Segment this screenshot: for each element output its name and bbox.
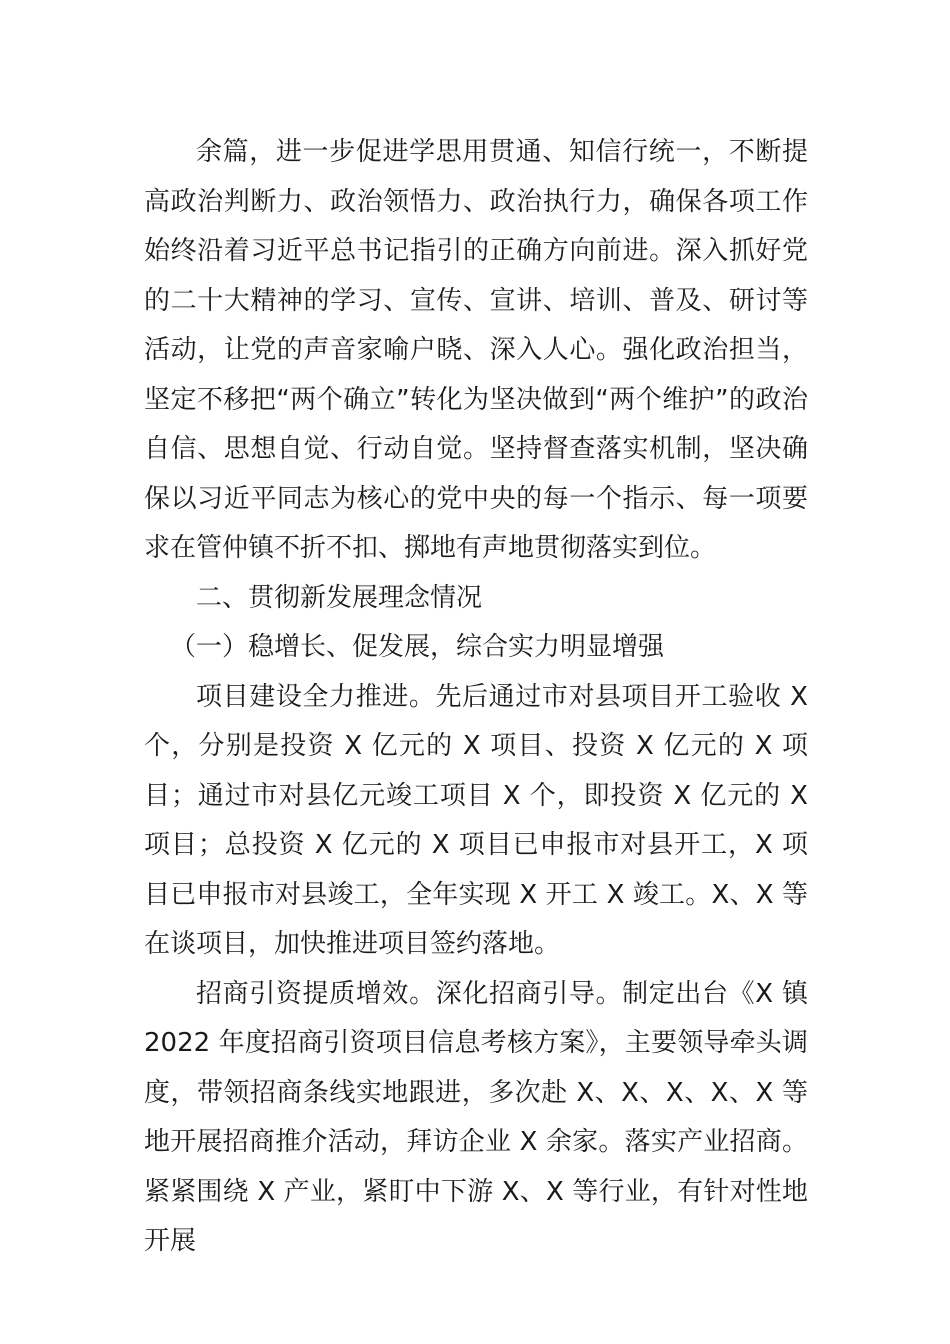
subsection-heading-growth: （一）稳增长、促发展，综合实力明显增强: [170, 632, 665, 662]
section-heading-new-development: 二、贯彻新发展理念情况: [196, 582, 483, 613]
paragraph-political-study: 余篇，进一步促进学思用贯通、知信行统一，不断提高政治判断力、政治领悟力、政治执行力，确保各项工作始终沿着习近平总书记指引的正确方向前进。深入抓好党的二十大精神的学习、宣传、宣讲、培训、普及、研讨等活动，让党的声音家喻户晓、深入人心。强化政治担当，坚定不移把“两个确立”转化为坚决做到“两个维护”的政治自信、思想自觉、行动自觉。坚持督查落实机制，坚决确保以习近平同志为核心的党中央的每一个指示、每一项要求在管仲镇不折不扣、掷地有声地贯彻落实到位。: [144, 137, 808, 563]
paragraph-investment-attraction: 招商引资提质增效。深化招商引导。制定出台《X 镇 2022 年度招商引资项目信息考核方案》，主要领导牵头调度，带领招商条线实地跟进，多次赴 X、X、X、X、X 等地开展招商推介活动，拜访企业 X 余家。落实产业招商。紧紧围绕 X 产业，紧盯中下游 X、X 等行业，有针对性地开展: [144, 978, 808, 1256]
document-body: [144, 128, 808, 1267]
paragraph-project-construction: 项目建设全力推进。先后通过市对县项目开工验收 X 个，分别是投资 X 亿元的 X 项目、投资 X 亿元的 X 项目；通过市对县亿元竣工项目 X 个，即投资 X 亿元的 X 项目；总投资 X 亿元的 X 项目已申报市对县开工，X 项目已申报市对县竣工，全年实现 X 开工 X 竣工。X、X 等在谈项目，加快推进项目签约落地。: [144, 681, 808, 959]
